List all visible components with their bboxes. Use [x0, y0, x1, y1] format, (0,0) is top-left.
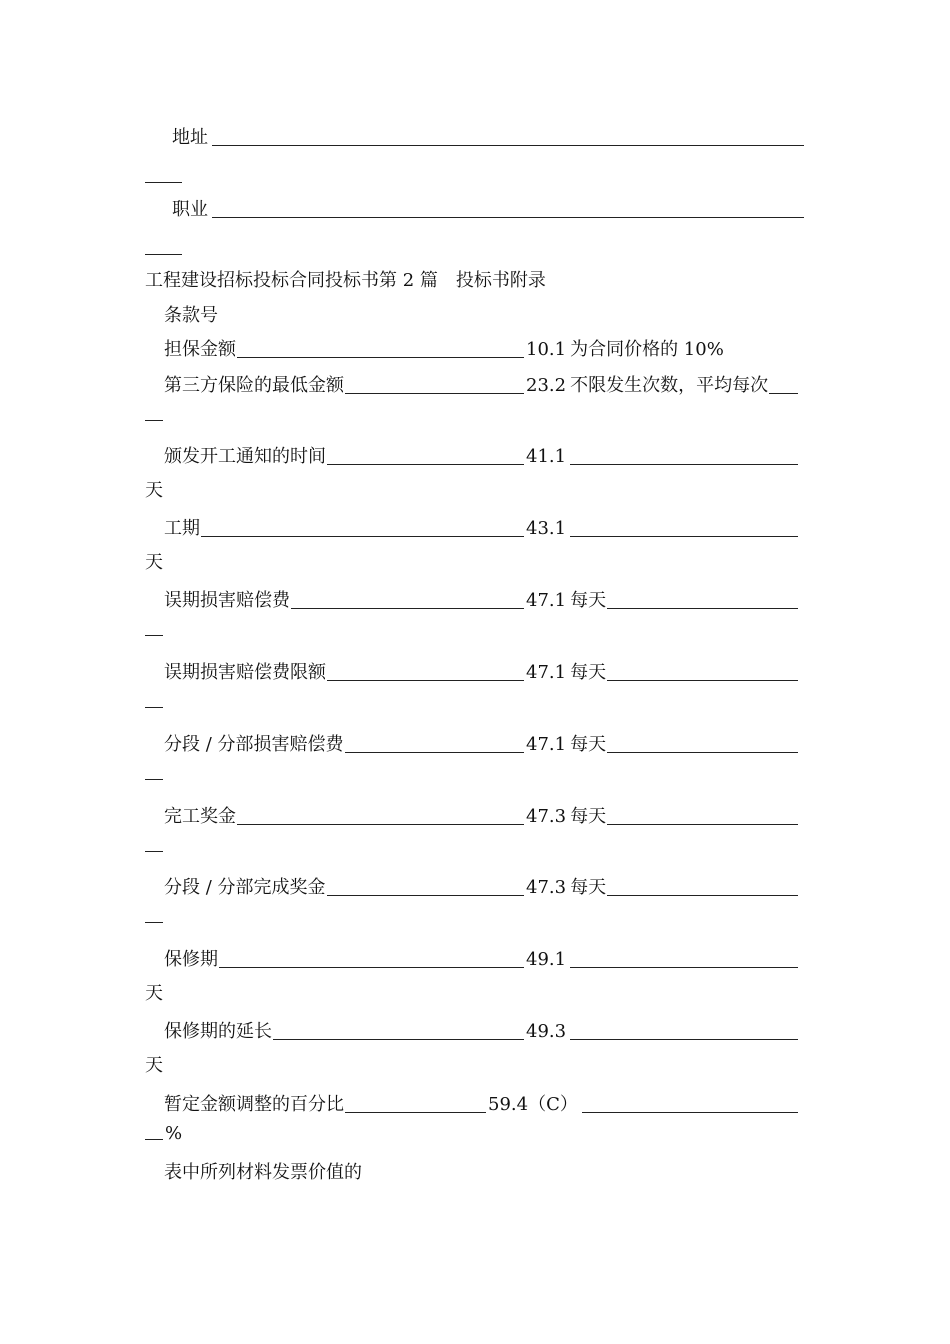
row-cont-underline — [145, 635, 163, 636]
row-underline — [327, 895, 524, 896]
row-text: 每天 — [570, 734, 607, 755]
row-clause: 47.1 — [526, 590, 567, 611]
row-label: 保修期 — [164, 949, 218, 970]
row-label: 颁发开工通知的时间 — [164, 446, 326, 467]
row-clause: 43.1 — [526, 518, 567, 539]
row-fill-underline — [582, 1112, 798, 1113]
row-fill-underline — [607, 680, 798, 681]
row-cont-underline — [145, 420, 163, 421]
row-text: 每天 — [570, 806, 607, 827]
row-label: 第三方保险的最低金额 — [164, 375, 344, 396]
row-unit: % — [165, 1123, 183, 1144]
row-underline — [219, 967, 524, 968]
row-fill-underline — [607, 752, 798, 753]
row-fill-underline — [607, 608, 798, 609]
row-label: 保修期的延长 — [164, 1021, 272, 1042]
row-label: 工期 — [164, 518, 200, 539]
row-underline — [327, 464, 524, 465]
row-fill-underline — [607, 895, 798, 896]
row-unit: 天 — [145, 1055, 163, 1076]
row-fill-underline — [769, 393, 798, 394]
row-text: 不限发生次数，平均每次 — [570, 375, 769, 396]
row-cont-underline — [145, 707, 163, 708]
row-underline — [237, 357, 524, 358]
row-label: 暂定金额调整的百分比 — [164, 1094, 344, 1115]
row-clause: 23.2 — [526, 375, 567, 396]
row-label: 误期损害赔偿费限额 — [164, 662, 326, 683]
section-title: 工程建设招标投标合同投标书第 2 篇 投标书附录 — [145, 270, 546, 291]
row-unit: 天 — [145, 480, 163, 501]
occupation-label: 职业 — [172, 199, 208, 220]
occupation-underline-cont — [145, 254, 182, 255]
row-cont-underline — [145, 922, 163, 923]
row-cont-underline — [145, 851, 163, 852]
row-underline — [345, 1112, 486, 1113]
row-clause: 47.1 — [526, 734, 567, 755]
row-underline — [201, 536, 524, 537]
address-underline-cont — [145, 182, 182, 183]
row-clause: 41.1 — [526, 446, 567, 467]
row-text: 为合同价格的 10% — [570, 339, 724, 360]
row-fill-underline — [570, 967, 798, 968]
row-fill-underline — [607, 824, 798, 825]
row-cont-underline — [145, 779, 163, 780]
row-fill-underline — [570, 464, 798, 465]
address-label: 地址 — [172, 127, 208, 148]
row-underline — [327, 680, 524, 681]
row-clause: 47.3 — [526, 806, 567, 827]
row-underline — [345, 393, 524, 394]
row-fill-underline — [570, 1039, 798, 1040]
row-underline — [291, 608, 524, 609]
row-label: 完工奖金 — [164, 806, 236, 827]
row-clause: 47.1 — [526, 662, 567, 683]
occupation-underline — [212, 217, 804, 218]
row-clause: 49.3 — [526, 1021, 567, 1042]
row-fill-underline — [570, 536, 798, 537]
row-unit: 天 — [145, 983, 163, 1004]
address-underline — [212, 145, 804, 146]
row-underline — [345, 752, 524, 753]
row-text: 每天 — [570, 662, 607, 683]
row-label: 分段 / 分部损害赔偿费 — [164, 734, 344, 755]
row-unit: 天 — [145, 552, 163, 573]
row-cont-underline — [145, 1139, 163, 1140]
row-text: 每天 — [570, 877, 607, 898]
row-underline — [273, 1039, 524, 1040]
clause-header: 条款号 — [164, 305, 218, 326]
row-label: 担保金额 — [164, 339, 236, 360]
row-label: 分段 / 分部完成奖金 — [164, 877, 326, 898]
row-text: 每天 — [570, 590, 607, 611]
row-label: 误期损害赔偿费 — [164, 590, 290, 611]
row-underline — [237, 824, 524, 825]
row-clause: 47.3 — [526, 877, 567, 898]
row-clause: 59.4（C） — [488, 1094, 578, 1115]
last-line: 表中所列材料发票价值的 — [164, 1162, 362, 1183]
row-clause: 10.1 — [526, 339, 567, 360]
row-clause: 49.1 — [526, 949, 567, 970]
